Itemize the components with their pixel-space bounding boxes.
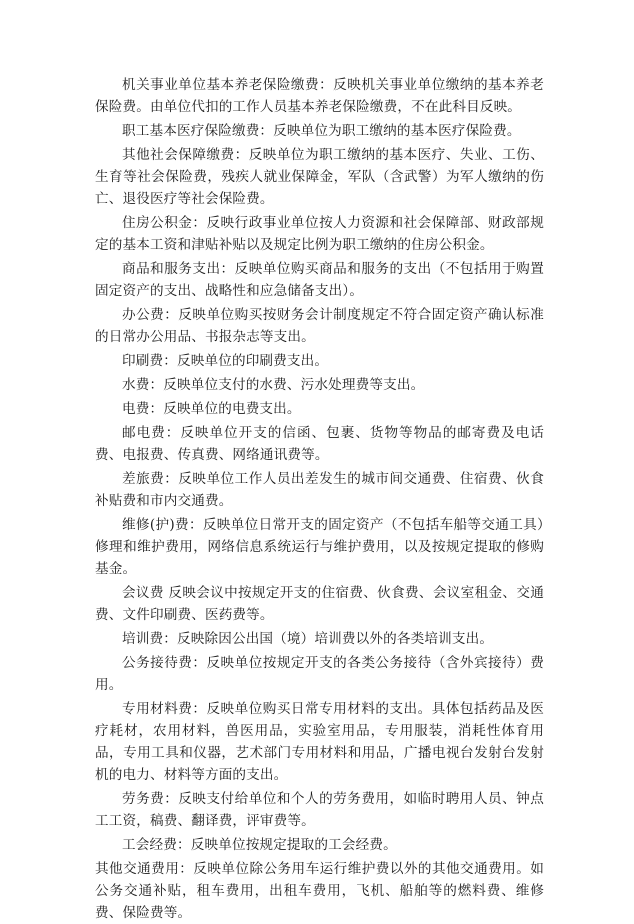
paragraph-bangongfei	[0, 304, 634, 348]
paragraph-shangpin-fuwu	[0, 258, 634, 302]
paragraph-yinshuafei	[0, 350, 634, 372]
paragraph-laowufei	[0, 788, 634, 832]
paragraph-text: 职工基本医疗保险缴费：反映单位为职工缴纳的基本医疗保险费。	[122, 123, 521, 139]
paragraph-qita-jiaotong	[0, 858, 634, 924]
paragraph-text: 印刷费：反映单位的印刷费支出。	[122, 353, 329, 369]
paragraph-qita-shebao	[0, 144, 634, 210]
document-body	[0, 74, 634, 924]
paragraph-text: 专用材料费：反映单位购买日常专用材料的支出。具体包括药品及医疗耗材，农用材料，兽医用品，实验室用品，专用服装，消耗性体育用品，专用工具和仪器，艺术部门专用材料和用品，广播电视台发射台发射机的电力、材料等方面的支出。	[95, 701, 544, 783]
paragraph-text: 维修(护)费：反映单位日常开支的固定资产（不包括车船等交通工具）修理和维护费用，网络信息系统运行与维护费用，以及按规定提取的修购基金。	[95, 517, 544, 577]
paragraph-huiyifei	[0, 582, 634, 626]
paragraph-youdianfei	[0, 422, 634, 466]
paragraph-jiguan-yanglao	[0, 74, 634, 118]
paragraph-zhuanyong-cailiao	[0, 698, 634, 786]
paragraph-text: 工会经费：反映单位按规定提取的工会经费。	[122, 837, 397, 853]
paragraph-text: 培训费：反映除因公出国（境）培训费以外的各类培训支出。	[122, 631, 494, 647]
paragraph-chailvfei	[0, 468, 634, 512]
paragraph-text: 住房公积金：反映行政事业单位按人力资源和社会保障部、财政部规定的基本工资和津贴补贴以及规定比例为职工缴纳的住房公积金。	[95, 215, 544, 253]
paragraph-text: 邮电费：反映单位开支的信函、包裹、货物等物品的邮寄费及电话费、电报费、传真费、网络通讯费等。	[95, 425, 544, 463]
paragraph-text: 商品和服务支出：反映单位购买商品和服务的支出（不包括用于购置固定资产的支出、战略性和应急储备支出）。	[95, 261, 544, 299]
paragraph-text: 会议费 反映会议中按规定开支的住宿费、伙食费、会议室租金、交通费、文件印刷费、医药费等。	[95, 585, 544, 623]
paragraph-text: 其他社会保障缴费：反映单位为职工缴纳的基本医疗、失业、工伤、生育等社会保险费，残疾人就业保障金，军队（含武警）为军人缴纳的伤亡、退役医疗等社会保险费。	[95, 147, 544, 207]
paragraph-text: 劳务费：反映支付给单位和个人的劳务费用，如临时聘用人员、钟点工工资，稿费、翻译费，评审费等。	[95, 791, 544, 829]
paragraph-gonghui-jingfei	[0, 834, 634, 856]
paragraph-text: 水费：反映单位支付的水费、污水处理费等支出。	[122, 377, 425, 393]
paragraph-text: 公务接待费：反映单位按规定开支的各类公务接待（含外宾接待）费用。	[95, 655, 544, 693]
paragraph-gongwu-jiedai	[0, 652, 634, 696]
paragraph-peixunfei	[0, 628, 634, 650]
paragraph-shuifei	[0, 374, 634, 396]
paragraph-text: 其他交通费用：反映单位除公务用车运行维护费以外的其他交通费用。如公务交通补贴，租车费用，出租车费用，飞机、船舶等的燃料费、维修费、保险费等。	[95, 861, 544, 921]
paragraph-text: 电费：反映单位的电费支出。	[122, 401, 301, 417]
paragraph-zhigong-yiliao	[0, 120, 634, 142]
paragraph-text: 机关事业单位基本养老保险缴费：反映机关事业单位缴纳的基本养老保险费。由单位代扣的工作人员基本养老保险缴费，不在此科目反映。	[95, 77, 544, 115]
paragraph-zhufang-gongjijin	[0, 212, 634, 256]
paragraph-text: 办公费：反映单位购买按财务会计制度规定不符合固定资产确认标准的日常办公用品、书报杂志等支出。	[95, 307, 544, 345]
paragraph-weixiu	[0, 514, 634, 580]
paragraph-dianfei	[0, 398, 634, 420]
paragraph-text: 差旅费：反映单位工作人员出差发生的城市间交通费、住宿费、伙食补贴费和市内交通费。	[95, 471, 544, 509]
